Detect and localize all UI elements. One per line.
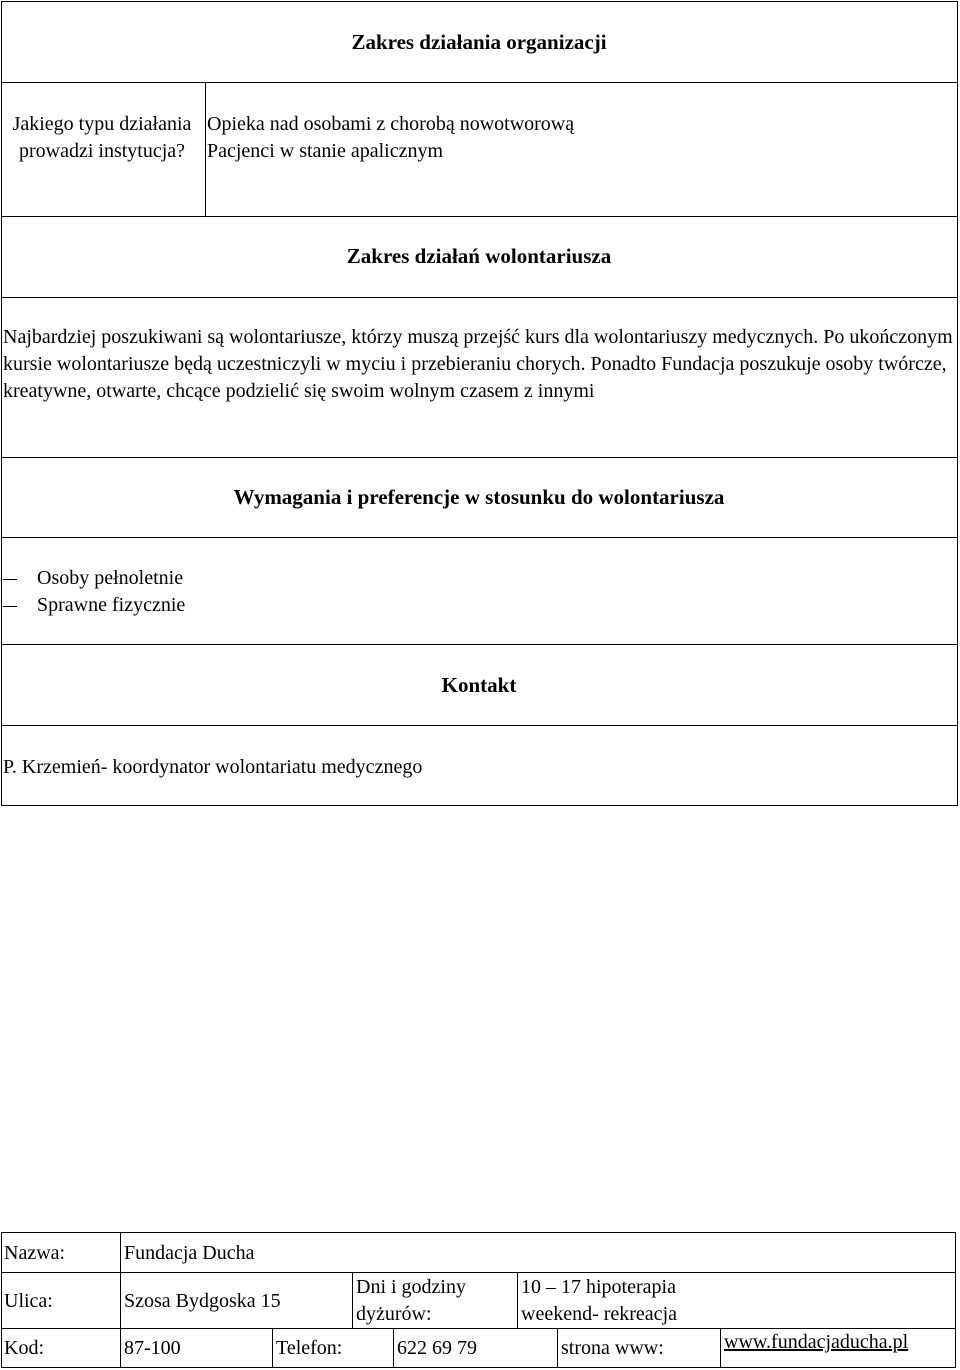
list-item [3, 592, 185, 619]
volunteer-scope-body: Najbardziej poszukiwani są wolontariusze, którzy muszą przejść kurs dla wolontariuszy medycznych. Po ukończonym kursie wolontariusze będą uczestniczyli w myciu i przebieraniu chorych. Ponadto Fundacja poszukuje osoby twórcze, kreatywne, otwarte, chcące podzielić się swoim wolnym czasem z innymi [3, 326, 953, 402]
divider [352, 1272, 353, 1328]
divider [1, 537, 958, 538]
list-item [3, 565, 183, 592]
hours-line-1: 10 – 17 hipoterapia [521, 1276, 676, 1298]
dash-bullet [3, 579, 17, 580]
code-value: 87-100 [124, 1337, 181, 1359]
street-value: Szosa Bydgoska 15 [124, 1290, 281, 1312]
volunteer-scope-title: Zakres działań wolontariusza [346, 244, 612, 268]
requirement-item: Osoby pełnoletnie [37, 567, 184, 589]
divider [720, 1328, 721, 1368]
divider [557, 1328, 558, 1368]
requirements-title: Wymagania i preferencje w stosunku do wolontariusza [233, 485, 725, 509]
org-type-answer-1: Opieka nad osobami z chorobą nowotworową [207, 113, 575, 135]
divider [272, 1328, 273, 1368]
divider [517, 1272, 518, 1328]
name-label: Nazwa: [4, 1242, 66, 1264]
website-link[interactable]: www.fundacjaducha.pl [724, 1331, 909, 1353]
divider [1, 1272, 956, 1273]
divider [1, 216, 958, 217]
org-scope-title: Zakres działania organizacji [351, 30, 607, 54]
divider [393, 1328, 394, 1368]
divider [1, 457, 958, 458]
contact-title: Kontakt [441, 673, 517, 697]
org-type-answer-2: Pacjenci w stanie apalicznym [207, 140, 444, 162]
divider [205, 82, 206, 216]
divider [120, 1232, 121, 1368]
hours-line-2: weekend- rekreacja [521, 1303, 677, 1325]
divider [1, 725, 958, 726]
divider [1, 82, 958, 83]
dash-bullet [3, 606, 17, 607]
www-label: strona www: [561, 1337, 664, 1359]
org-type-question: Jakiego typu działania prowadzi instytucja? [12, 113, 192, 162]
code-label: Kod: [4, 1337, 44, 1359]
phone-label: Telefon: [276, 1337, 343, 1359]
contact-body: P. Krzemień- koordynator wolontariatu medycznego [3, 756, 423, 778]
divider [1, 644, 958, 645]
phone-value: 622 69 79 [397, 1337, 477, 1359]
requirement-item: Sprawne fizycznie [37, 594, 186, 616]
street-label: Ulica: [4, 1290, 53, 1312]
divider [1, 297, 958, 298]
hours-label: Dni i godziny dyżurów: [356, 1276, 466, 1325]
name-value: Fundacja Ducha [124, 1242, 255, 1264]
